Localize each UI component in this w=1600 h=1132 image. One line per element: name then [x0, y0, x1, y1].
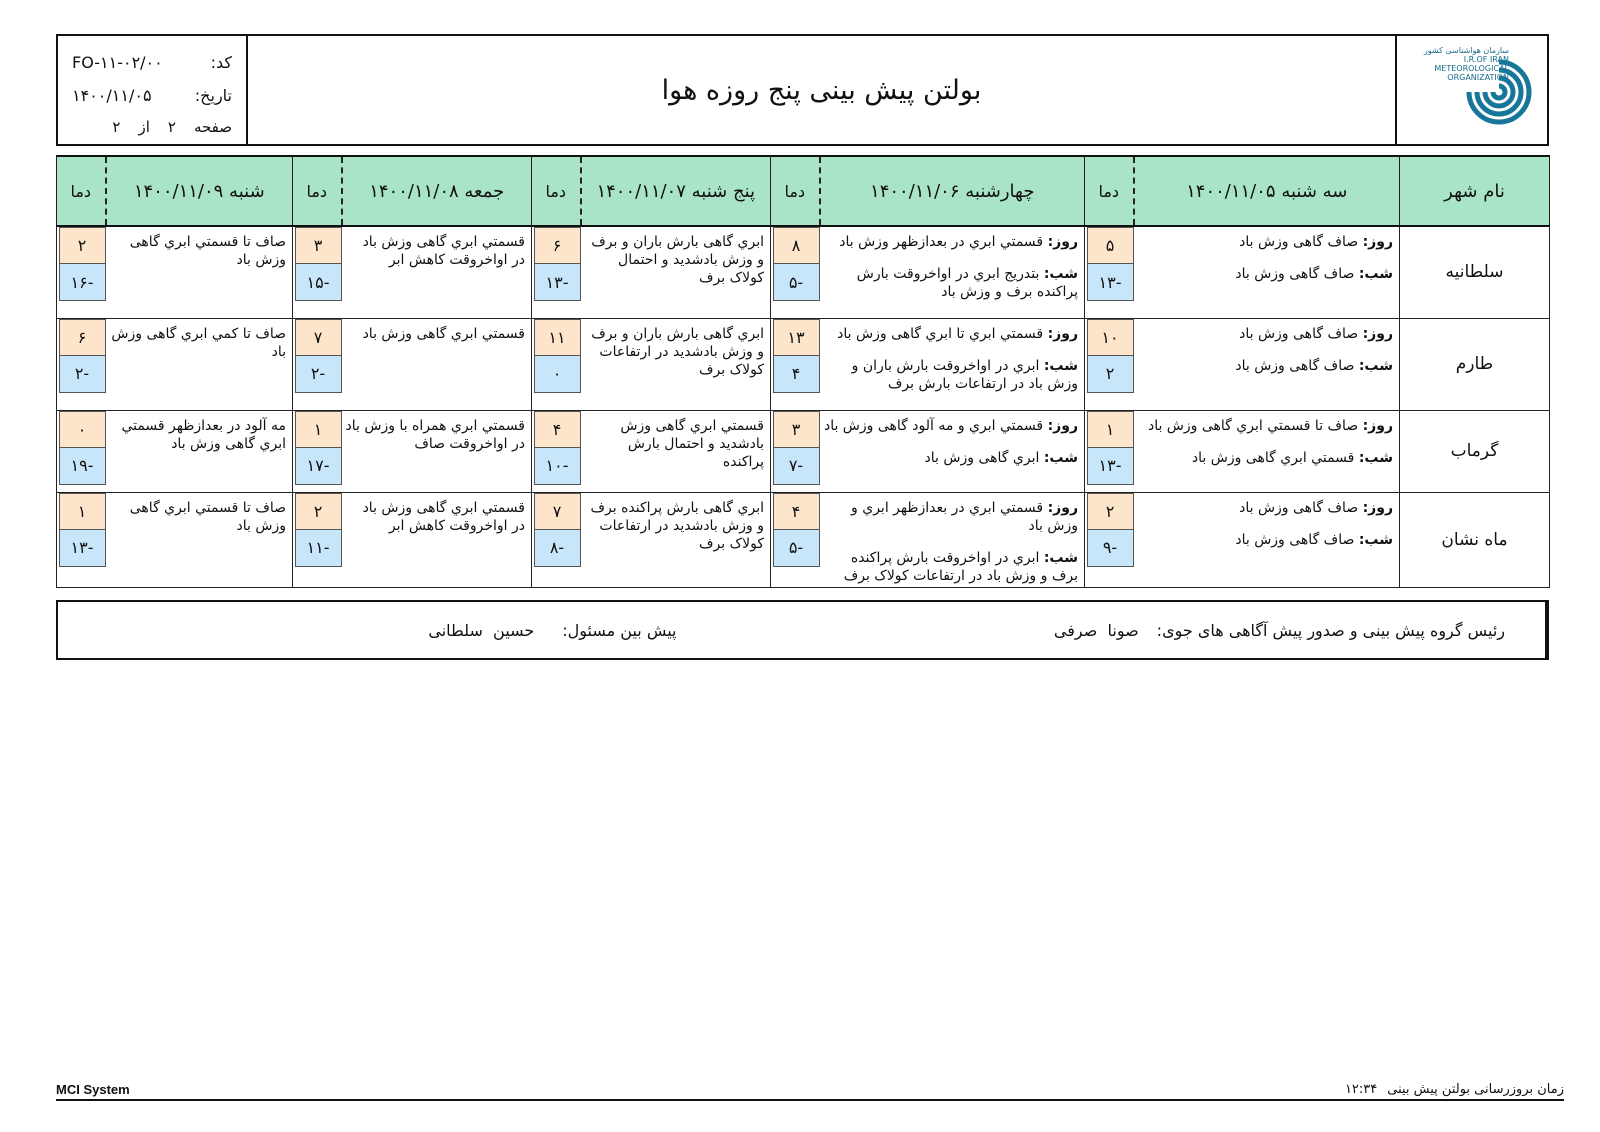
night-label: شب:	[1358, 266, 1393, 282]
head-label: رئیس گروه پیش بینی و صدور پیش آگاهی های جوی:	[1156, 620, 1505, 640]
forecast-desc-day1	[1134, 318, 1400, 410]
temp-max: ۱۱	[534, 319, 581, 356]
day-text: قسمتي ابري در بعدازظهر وزش باد	[839, 234, 1044, 250]
night-segment	[1138, 357, 1394, 375]
temp-cell-day4	[293, 410, 342, 492]
page-row	[72, 112, 232, 142]
night-segment	[1138, 265, 1394, 283]
temp-header-3: دما	[532, 156, 581, 226]
temp-cell-day5	[57, 492, 106, 587]
temp-cell-day3	[532, 410, 581, 492]
forecast-desc-day3: ابري گاهی بارش باران و برف و وزش بادشديد و احتمال کولاک برف	[581, 226, 771, 318]
night-segment	[824, 265, 1079, 301]
city-name: طارم	[1400, 318, 1550, 410]
forecast-desc-day1	[1134, 226, 1400, 318]
page-footer	[56, 1081, 1564, 1101]
code-label: کد:	[210, 53, 232, 72]
night-text: قسمتي ابري گاهی وزش باد	[1191, 449, 1355, 466]
day-header-5: شنبه ۱۴۰۰/۱۱/۰۹	[106, 156, 293, 226]
temp-max: ۱۰	[1087, 319, 1134, 356]
night-text: صاف گاهی وزش باد	[1235, 357, 1355, 374]
forecast-desc-day2	[820, 226, 1085, 318]
title-area	[248, 36, 1395, 144]
forecast-body	[57, 226, 1550, 587]
temp-cell-day5	[57, 410, 106, 492]
temp-cell-day4	[293, 492, 342, 587]
city-name: گرماب	[1400, 410, 1550, 492]
forecast-desc-day1	[1134, 492, 1400, 587]
day-label: روز:	[1047, 499, 1078, 516]
day-text: صاف گاهی وزش باد	[1239, 499, 1359, 516]
night-text: صاف گاهی وزش باد	[1235, 531, 1355, 548]
day-label: روز:	[1362, 499, 1393, 516]
forecast-desc-day5: صاف تا قسمتي ابري گاهی وزش باد	[106, 492, 293, 587]
update-label: زمان بروزرسانی بولتن پیش بینی	[1387, 1082, 1564, 1097]
night-segment	[1138, 449, 1394, 467]
temp-min: -۱۶	[59, 264, 106, 301]
forecast-desc-day5: مه آلود در بعدازظهر قسمتي ابري گاهی وزش باد	[106, 410, 293, 492]
temp-min: -۹	[1087, 530, 1134, 567]
code-value: FO-۱۱-۰۲/۰۰	[72, 53, 163, 72]
temp-min: -۱۳	[534, 264, 581, 301]
table-row	[57, 226, 1550, 318]
bulletin-title: بولتن پیش بینی پنج روزه هوا	[661, 74, 982, 106]
temp-min: -۱۱	[295, 530, 342, 567]
day-segment	[824, 417, 1079, 435]
day-label: روز:	[1047, 417, 1078, 434]
bulletin-header	[56, 34, 1549, 146]
temp-max: ۱	[1087, 411, 1134, 448]
temp-min: ۲	[1087, 356, 1134, 393]
temp-min: -۲	[59, 356, 106, 393]
date-row	[72, 79, 232, 112]
night-label: شب:	[1043, 449, 1078, 466]
document-meta	[58, 36, 248, 144]
forecast-desc-day3: ابري گاهی بارش پراکنده برف و وزش بادشديد در ارتفاعات کولاک برف	[581, 492, 771, 587]
page-total: ۲	[112, 118, 121, 136]
night-segment	[1138, 531, 1394, 549]
temp-max: ۶	[534, 227, 581, 264]
city-name: سلطانيه	[1400, 226, 1550, 318]
temp-min: -۱۳	[1087, 264, 1134, 301]
forecast-desc-day4: قسمتي ابري گاهی وزش باد در اواخروقت کاهش ابر	[342, 492, 532, 587]
spiral-logo-icon	[1463, 50, 1535, 134]
city-name: ماه نشان	[1400, 492, 1550, 587]
night-segment	[824, 549, 1079, 585]
temp-min: -۲	[295, 356, 342, 393]
forecast-desc-day4: قسمتي ابري همراه با وزش باد در اواخروقت صاف	[342, 410, 532, 492]
temp-cell-day2	[771, 318, 820, 410]
day-segment	[824, 325, 1079, 343]
day-header-3: پنج شنبه ۱۴۰۰/۱۱/۰۷	[581, 156, 771, 226]
temp-max: ۴	[773, 493, 820, 530]
logo-line-fa: سازمان هواشناسی کشور	[1423, 46, 1509, 55]
night-label: شب:	[1043, 549, 1078, 566]
night-text: بتدريج ابري در اواخروقت بارش پراکنده برف و وزش باد	[856, 266, 1078, 300]
temp-max: ۶	[59, 319, 106, 356]
temp-cell-day2	[771, 410, 820, 492]
day-text: صاف گاهی وزش باد	[1239, 325, 1359, 342]
temp-header-2: دما	[771, 156, 820, 226]
table-header-row	[57, 156, 1550, 226]
temp-header-4: دما	[293, 156, 342, 226]
temp-max: ۵	[1087, 227, 1134, 264]
forecast-desc-day2	[820, 492, 1085, 587]
night-label: شب:	[1043, 266, 1078, 282]
signature-box	[56, 600, 1549, 660]
organization-logo	[1395, 36, 1547, 144]
temp-max: ۳	[773, 411, 820, 448]
temp-min: -۱۰	[534, 448, 581, 485]
temp-min: ۴	[773, 356, 820, 393]
forecaster-name: حسين سلطانی	[428, 620, 535, 640]
forecast-desc-day5: صاف تا قسمتي ابري گاهی وزش باد	[106, 226, 293, 318]
temp-max: ۲	[1087, 493, 1134, 530]
forecast-desc-day3: قسمتي ابري گاهی وزش بادشديد و احتمال بارش پراکنده	[581, 410, 771, 492]
temp-max: ۸	[773, 227, 820, 264]
day-header-4: جمعه ۱۴۰۰/۱۱/۰۸	[342, 156, 532, 226]
day-segment	[1138, 233, 1394, 251]
temp-min: -۱۳	[1087, 448, 1134, 485]
update-info	[1345, 1082, 1564, 1097]
temp-max: ۳	[295, 227, 342, 264]
logo-line-2: METEOROLOGICAL	[1434, 64, 1509, 73]
day-segment	[824, 233, 1079, 251]
day-label: روز:	[1362, 417, 1393, 434]
forecast-desc-day4: قسمتي ابري گاهی وزش باد در اواخروقت کاهش ابر	[342, 226, 532, 318]
temp-min: ۰	[534, 356, 581, 393]
temp-cell-day4	[293, 226, 342, 318]
forecast-desc-day4: قسمتي ابري گاهی وزش باد	[342, 318, 532, 410]
temp-cell-day2	[771, 492, 820, 587]
day-label: روز:	[1362, 325, 1393, 342]
page-current: ۲	[167, 118, 176, 136]
code-row	[72, 46, 232, 79]
night-segment	[824, 357, 1079, 393]
temp-cell-day4	[293, 318, 342, 410]
temp-cell-day3	[532, 492, 581, 587]
table-row	[57, 410, 1550, 492]
forecast-desc-day2	[820, 318, 1085, 410]
temp-cell-day1	[1085, 410, 1134, 492]
day-text: قسمتي ابري و مه آلود گاهی وزش باد	[823, 417, 1044, 434]
day-header-1: سه شنبه ۱۴۰۰/۱۱/۰۵	[1134, 156, 1400, 226]
temp-max: ۲	[295, 493, 342, 530]
day-label: روز:	[1047, 325, 1078, 342]
system-name: MCI System	[56, 1082, 130, 1097]
date-label: تاریخ:	[194, 86, 232, 105]
forecast-desc-day1	[1134, 410, 1400, 492]
temp-cell-day5	[57, 318, 106, 410]
city-column-header: نام شهر	[1400, 156, 1550, 226]
head-name: صونا صرفی	[1053, 620, 1139, 640]
night-label: شب:	[1358, 357, 1393, 374]
temp-cell-day3	[532, 318, 581, 410]
temp-min: -۱۳	[59, 530, 106, 567]
forecaster-cell	[58, 602, 803, 658]
forecaster-label: پیش بین مسئول:	[562, 620, 677, 640]
temp-max: ۴	[534, 411, 581, 448]
table-row	[57, 318, 1550, 410]
night-text: ابري در اواخروقت بارش باران و وزش باد در ارتفاعات بارش برف	[851, 357, 1078, 392]
night-text: ابري گاهی وزش باد	[924, 449, 1040, 466]
forecast-desc-day5: صاف تا کمي ابري گاهی وزش باد	[106, 318, 293, 410]
day-text: صاف گاهی وزش باد	[1239, 234, 1359, 250]
day-segment	[1138, 417, 1394, 435]
day-label: روز:	[1362, 234, 1393, 250]
day-text: صاف تا قسمتي ابري گاهی وزش باد	[1147, 417, 1359, 434]
head-cell	[803, 602, 1548, 658]
temp-min: -۱۵	[295, 264, 342, 301]
forecast-desc-day2	[820, 410, 1085, 492]
day-segment	[1138, 499, 1394, 517]
temp-min: -۵	[773, 264, 820, 301]
temp-cell-day2	[771, 226, 820, 318]
table-row	[57, 492, 1550, 587]
temp-header-5: دما	[57, 156, 106, 226]
day-text: قسمتي ابري در بعدازظهر ابري و وزش باد	[851, 499, 1078, 534]
night-segment	[824, 449, 1079, 467]
temp-max: ۱	[59, 493, 106, 530]
day-text: قسمتي ابري تا ابري گاهی وزش باد	[837, 325, 1044, 342]
page-of: از	[138, 118, 150, 136]
day-segment	[824, 499, 1079, 535]
day-label: روز:	[1047, 234, 1078, 250]
temp-max: ۰	[59, 411, 106, 448]
temp-max: ۱	[295, 411, 342, 448]
update-time: ۱۲:۳۴	[1344, 1082, 1378, 1097]
temp-max: ۷	[295, 319, 342, 356]
temp-cell-day1	[1085, 492, 1134, 587]
night-text: ابري در اواخروقت بارش پراکنده برف و وزش باد در ارتفاعات کولاک برف	[843, 549, 1078, 584]
forecast-table	[56, 155, 1550, 588]
day-header-2: چهارشنبه ۱۴۰۰/۱۱/۰۶	[820, 156, 1085, 226]
temp-cell-day1	[1085, 226, 1134, 318]
temp-min: -۸	[534, 530, 581, 567]
temp-cell-day3	[532, 226, 581, 318]
night-label: شب:	[1358, 531, 1393, 548]
temp-min: -۱۹	[59, 448, 106, 485]
logo-line-3: ORGANIZATION	[1447, 73, 1509, 82]
forecast-desc-day3: ابري گاهی بارش باران و برف و وزش بادشديد در ارتفاعات کولاک برف	[581, 318, 771, 410]
temp-max: ۱۳	[773, 319, 820, 356]
logo-line-1: I.R.OF IRAN	[1463, 55, 1509, 64]
temp-min: -۱۷	[295, 448, 342, 485]
temp-max: ۲	[59, 227, 106, 264]
page-label: صفحه	[193, 118, 232, 136]
night-text: صاف گاهی وزش باد	[1235, 266, 1355, 282]
temp-max: ۷	[534, 493, 581, 530]
night-label: شب:	[1043, 357, 1078, 374]
date-value: ۱۴۰۰/۱۱/۰۵	[72, 86, 152, 105]
temp-cell-day1	[1085, 318, 1134, 410]
temp-min: -۷	[773, 448, 820, 485]
temp-header-1: دما	[1085, 156, 1134, 226]
temp-min: -۵	[773, 530, 820, 567]
temp-cell-day5	[57, 226, 106, 318]
day-segment	[1138, 325, 1394, 343]
night-label: شب:	[1358, 449, 1393, 466]
